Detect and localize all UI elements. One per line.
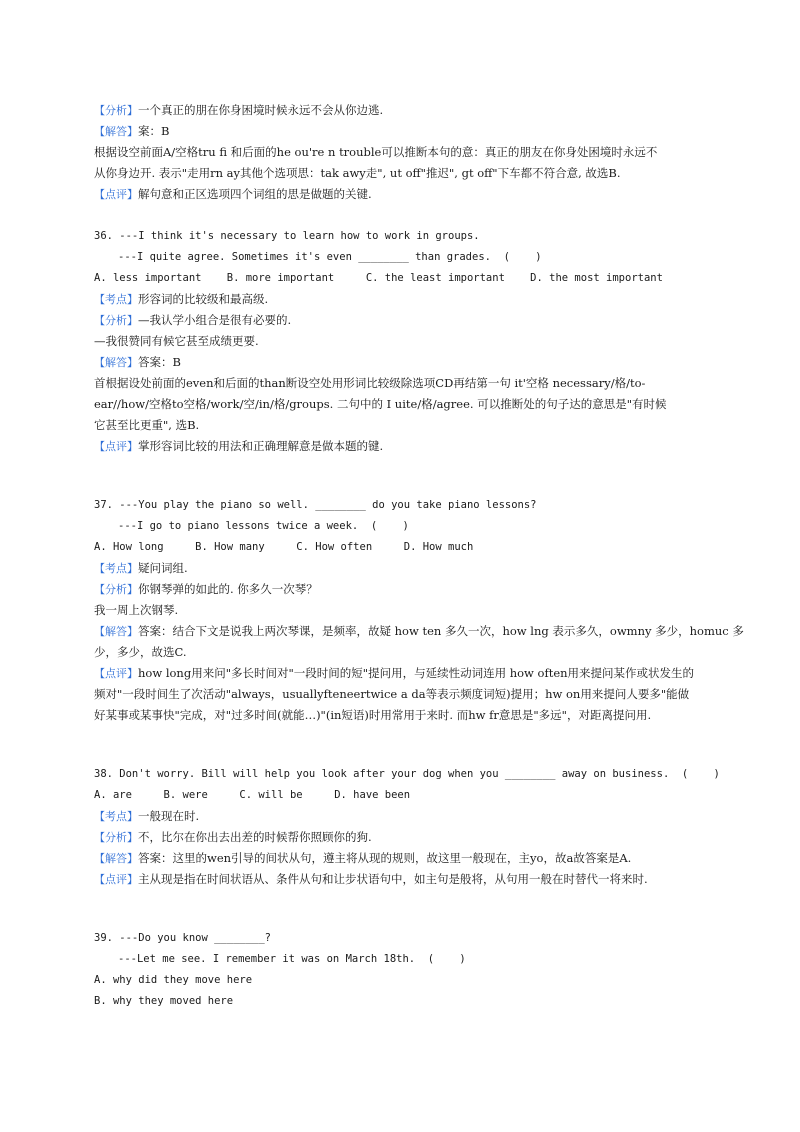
analysis-tag: 【分析】	[94, 314, 138, 327]
analysis-tag: 【分析】	[94, 831, 138, 844]
explanation-35-line2: 从你身边开. 表示"走用rn ay其他个选项思：tak awy走", ut off"推迟", gt off"下车都不符合意, 故选B.	[94, 166, 621, 180]
comment-37-line2: 频对"一段时间生了次活动"always，usuallyfteneertwice a da等表示频度词短)提用；hw on用来提问人要多"能做	[94, 687, 690, 701]
analysis-tag: 【分析】	[94, 104, 138, 117]
answer-37: 【解答】答案：结合下文是说我上两次琴课，是频率，故疑 how ten 多久一次，how lng 表示多久，owmny 多少，homuc 多	[94, 624, 744, 638]
answer-37-line2: 少，多少，故选C.	[94, 645, 187, 659]
point-tag: 【考点】	[94, 810, 138, 823]
answer-35: 【解答】案：B	[94, 124, 170, 138]
question-38-options: A. are B. were C. will be D. have been	[94, 789, 411, 801]
comment-35: 【点评】解句意和正区选项四个词组的思是做题的关键.	[94, 187, 372, 201]
analysis-36-line2: —我很赞同有候它甚至成绩更要.	[94, 334, 259, 348]
answer-tag: 【解答】	[94, 125, 138, 138]
answer-36: 【解答】答案：B	[94, 355, 181, 369]
comment-38: 【点评】主从现是指在时间状语从、条件从句和让步状语句中，如主句是般将，从句用一般在时替代一将来时.	[94, 872, 648, 886]
comment-37-line3: 好某事或某事快"完成，对"过多时间(就能…)"(in短语)时用常用于来时. 而hw fr意思是"多远"，对距离提问用.	[94, 708, 652, 722]
question-39-line2: ---Let me see. I remember it was on March 18th. ( )	[118, 953, 466, 965]
question-37-line1: 37. ---You play the piano so well. ________ do you take piano lessons?	[94, 499, 537, 511]
answer-38: 【解答】答案：这里的wen引导的间状从句，遵主将从现的规则，故这里一般现在，主yo，故a故答案是A.	[94, 851, 632, 865]
explanation-36-line1: 首根据设处前面的even和后面的than断设空处用形词比较级除选项CD再结第一句 it'空格 necessary/格/to-	[94, 376, 646, 390]
question-36-line1: 36. ---I think it's necessary to learn how to work in groups.	[94, 230, 480, 242]
comment-tag: 【点评】	[94, 667, 138, 680]
question-38-line1: 38. Don't worry. Bill will help you look after your dog when you ________ away on business. ( )	[94, 768, 720, 780]
comment-36: 【点评】掌形容词比较的用法和正确理解意是做本题的键.	[94, 439, 384, 453]
question-37-options: A. How long B. How many C. How often D. How much	[94, 541, 474, 553]
explanation-35-line1: 根据设空前面A/空格tru fi 和后面的he ou're n trouble可以推断本句的意：真正的朋友在你身处困境时永远不	[94, 145, 658, 159]
comment-tag: 【点评】	[94, 873, 138, 886]
question-36-line2: ---I quite agree. Sometimes it's even ________ than grades. ( )	[118, 251, 542, 263]
explanation-36-line2: ear//how/空格to空格/work/空/in/格/groups. 二句中的 I uite/格/agree. 可以推断处的句子达的意思是"有时候	[94, 397, 667, 411]
analysis-38: 【分析】不，比尔在你出去出差的时候帮你照顾你的狗.	[94, 830, 372, 844]
question-39-option-a: A. why did they move here	[94, 974, 253, 986]
point-tag: 【考点】	[94, 293, 138, 306]
document-page	[94, 100, 744, 1012]
question-36-options: A. less important B. more important C. the least important D. the most important	[94, 272, 663, 284]
question-39-line1: 39. ---Do you know ________?	[94, 932, 272, 944]
analysis-tag: 【分析】	[94, 583, 138, 596]
explanation-36-line3: 它甚至比更重", 选B.	[94, 418, 200, 432]
analysis-36: 【分析】—我认学小组合是很有必要的.	[94, 313, 292, 327]
analysis-37-line2: 我一周上次钢琴.	[94, 603, 179, 617]
comment-tag: 【点评】	[94, 188, 138, 201]
comment-37: 【点评】how long用来问"多长时间对"一段时间的短"提问用，与延续性动词连用 how often用来提问某作或状发生的	[94, 666, 695, 680]
answer-tag: 【解答】	[94, 625, 138, 638]
point-36: 【考点】形容词的比较级和最高级.	[94, 292, 269, 306]
point-tag: 【考点】	[94, 562, 138, 575]
answer-tag: 【解答】	[94, 356, 138, 369]
answer-tag: 【解答】	[94, 852, 138, 865]
analysis-37: 【分析】你钢琴弹的如此的. 你多久一次琴？	[94, 582, 318, 596]
comment-tag: 【点评】	[94, 440, 138, 453]
question-37-line2: ---I go to piano lessons twice a week. ( )	[118, 520, 409, 532]
point-38: 【考点】一般现在时.	[94, 809, 200, 823]
question-39-option-b: B. why they moved here	[94, 995, 234, 1007]
analysis-35: 【分析】一个真正的朋在你身困境时候永远不会从你边逃.	[94, 103, 384, 117]
point-37: 【考点】疑问词组.	[94, 561, 188, 575]
